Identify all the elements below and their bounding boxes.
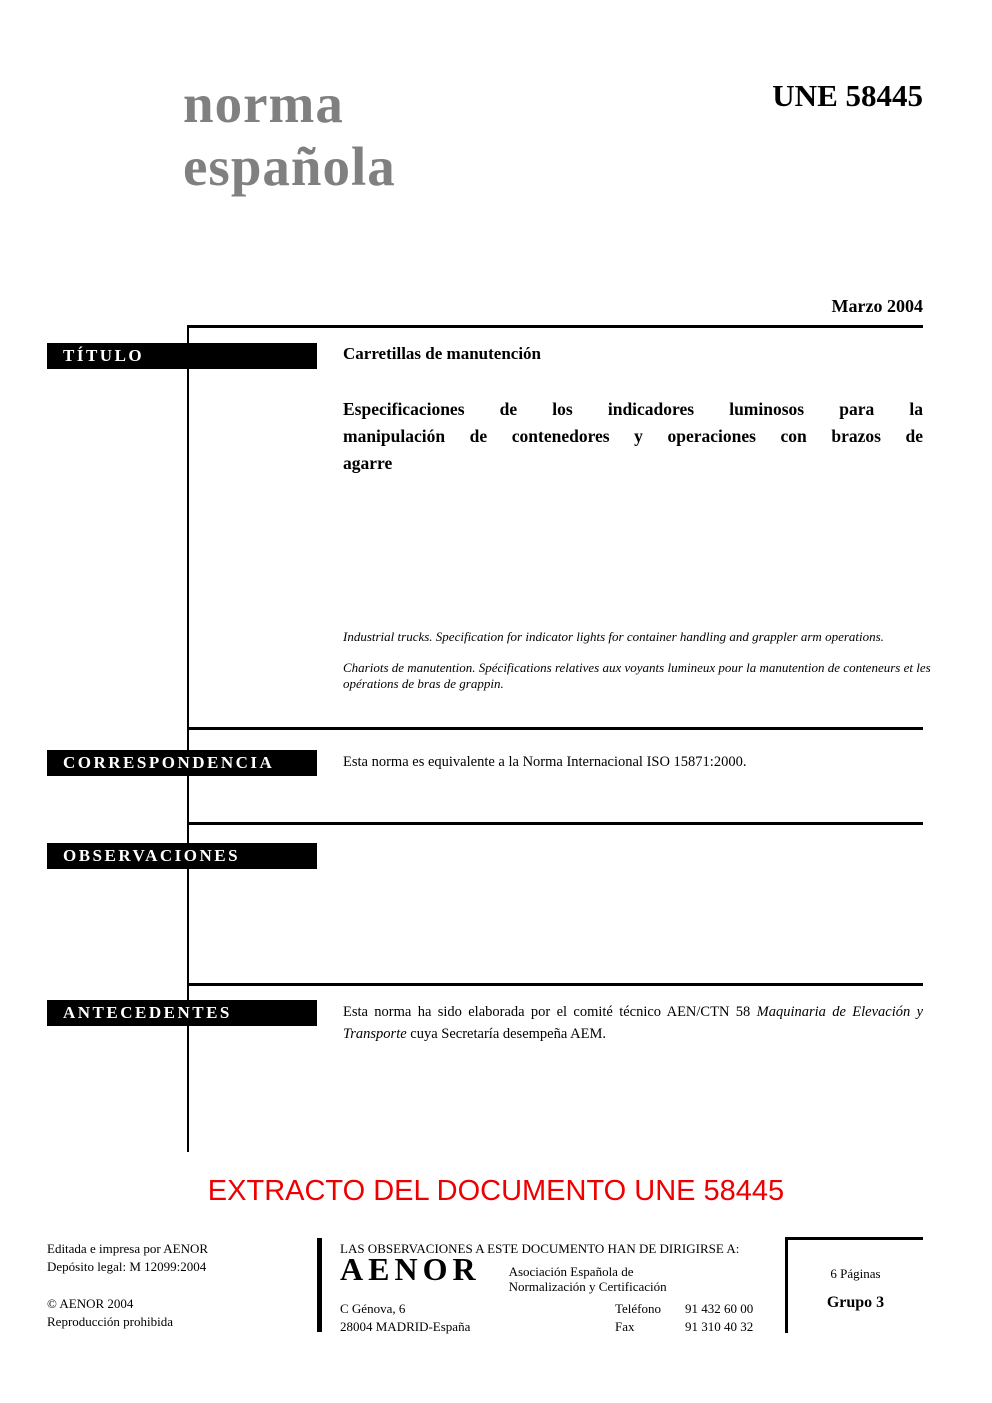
org-name-line-1: Asociación Española de xyxy=(508,1264,634,1279)
publication-date: Marzo 2004 xyxy=(831,296,923,316)
footer-phone-number: 91 432 60 00 xyxy=(685,1301,754,1316)
spec-line-2: manipulación de contenedores y operaciones con brazos de xyxy=(343,426,923,446)
antecedentes-text xyxy=(343,1001,923,1045)
brand-line-2: española xyxy=(183,136,396,197)
norma-espanola-logo xyxy=(183,72,396,198)
footer-address-1: C Génova, 6 xyxy=(340,1301,406,1316)
title-french-translation: Chariots de manutention. Spécifications relatives aux voyants lumineux pour la manutention de conteneurs et les opérations de bras de grappin. xyxy=(343,660,931,691)
document-code: UNE 58445 xyxy=(772,78,923,113)
correspondencia-rule xyxy=(187,727,923,730)
antecedentes-text-before: Esta norma ha sido elaborada por el comité técnico AEN/CTN 58 xyxy=(343,1004,757,1020)
footer-page-count: 6 Páginas xyxy=(830,1266,881,1281)
footer-observations-notice: LAS OBSERVACIONES A ESTE DOCUMENTO HAN DE DIRIGIRSE A: xyxy=(340,1241,740,1256)
footer-fax-label: Fax xyxy=(615,1319,635,1334)
antecedentes-text-italic: Maquinaria de Elevación y Transporte xyxy=(343,1004,924,1042)
titulo-label-bar: TÍTULO xyxy=(47,343,317,369)
footer-separator-bar xyxy=(317,1238,322,1332)
footer-org-row xyxy=(340,1251,770,1294)
correspondencia-text: Esta norma es equivalente a la Norma Internacional ISO 15871:2000. xyxy=(343,754,747,770)
footer-published-by: Editada e impresa por AENOR xyxy=(47,1241,209,1256)
antecedentes-rule xyxy=(187,983,923,986)
observaciones-rule xyxy=(187,822,923,825)
footer-legal-deposit: Depósito legal: M 12099:2004 xyxy=(47,1259,207,1274)
footer-copyright: © AENOR 2004 xyxy=(47,1296,134,1311)
footer-pages-box xyxy=(785,1237,923,1333)
left-vertical-rule xyxy=(187,325,189,1152)
footer-left-block xyxy=(47,1240,208,1331)
footer-fax-number: 91 310 40 32 xyxy=(685,1319,754,1334)
title-specification xyxy=(343,396,923,477)
footer-org-name xyxy=(509,1264,667,1294)
extract-notice: EXTRACTO DEL DOCUMENTO UNE 58445 xyxy=(207,1175,785,1207)
footer-left-spacer xyxy=(47,1276,208,1295)
correspondencia-label-bar: CORRESPONDENCIA xyxy=(47,750,317,776)
header-rule xyxy=(187,325,923,328)
title-heading: Carretillas de manutención xyxy=(343,344,542,363)
observaciones-label-bar: OBSERVACIONES xyxy=(47,843,317,869)
footer-address-2: 28004 MADRID-España xyxy=(340,1319,471,1334)
footer-phone-label: Teléfono xyxy=(615,1301,662,1316)
spec-line-3: agarre xyxy=(343,453,393,473)
aenor-logo: AENOR xyxy=(340,1251,481,1287)
footer-contact-rows xyxy=(340,1300,770,1336)
footer-reproduction: Reproducción prohibida xyxy=(47,1314,173,1329)
org-name-line-2: Normalización y Certificación xyxy=(508,1279,667,1294)
brand-line-1: norma xyxy=(183,73,344,134)
spec-line-1: Especificaciones de los indicadores luminosos para la xyxy=(343,399,923,419)
title-english-translation: Industrial trucks. Specification for indicator lights for container handling and grappler arm operations. xyxy=(343,629,884,644)
antecedentes-label-bar: ANTECEDENTES xyxy=(47,1000,317,1026)
footer-middle-block xyxy=(340,1240,770,1336)
antecedentes-text-after: cuya Secretaría desempeña AEM. xyxy=(406,1026,606,1042)
footer-group: Grupo 3 xyxy=(826,1294,885,1311)
